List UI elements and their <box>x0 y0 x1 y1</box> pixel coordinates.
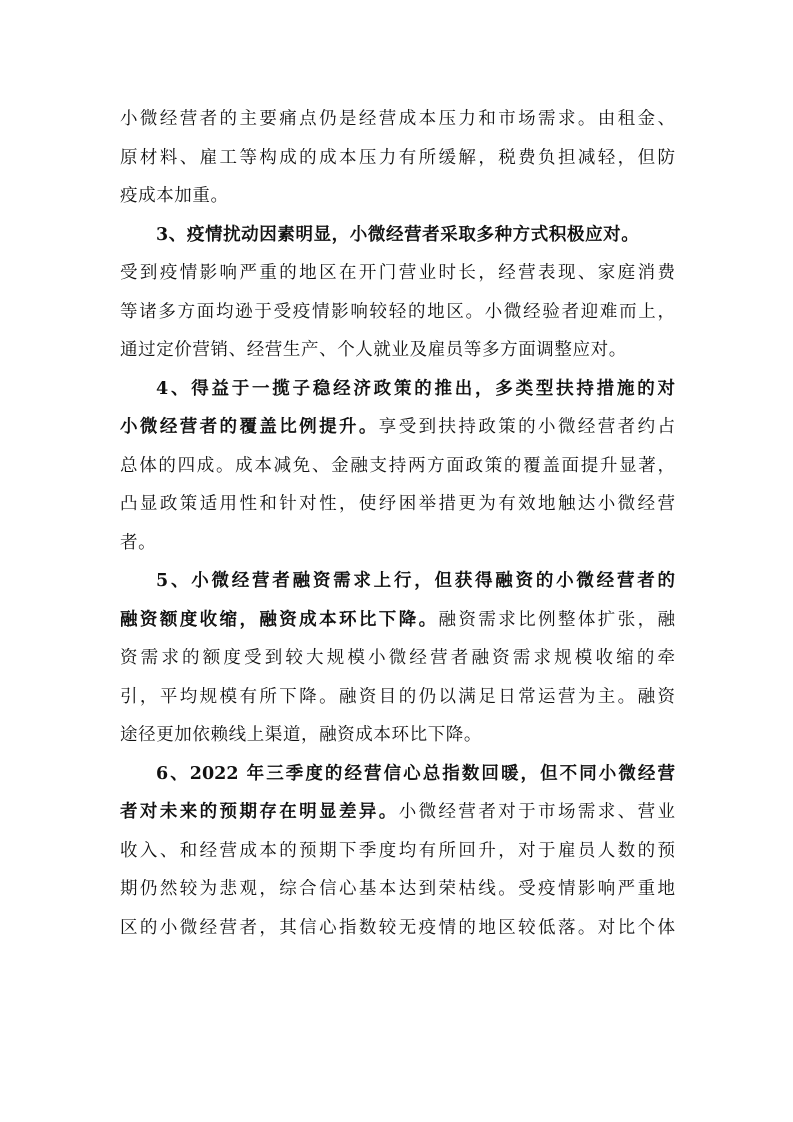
bold-heading: 6、2022 年三季度的经营信心总指数回暖，但不同小微经营 <box>156 763 675 784</box>
text-line: 者对未来的预期存在明显差异。小微经营者对于市场需求、营业 <box>120 802 675 822</box>
bold-heading: 3、疫情扰动因素明显，小微经营者采取多种方式积极应对。 <box>156 224 640 245</box>
text-line: 引，平均规模有所下降。融资目的仍以满足日常运营为主。融资 <box>120 686 675 707</box>
bold-heading: 5、小微经营者融资需求上行，但获得融资的小微经营者的 <box>156 571 675 591</box>
text-line: 凸显政策适用性和针对性，使纾困举措更为有效地触达小微经营 <box>120 494 675 514</box>
bold-heading: 融资额度收缩，融资成本环比下降。 <box>120 609 439 630</box>
heading-line <box>120 216 675 255</box>
text-line: 期仍然较为悲观，综合信心基本达到荣枯线。受疫情影响严重地 <box>120 879 675 899</box>
text-line: 总体的四成。成本减免、金融支持两方面政策的覆盖面提升显著， <box>120 455 675 476</box>
text-line: 融资额度收缩，融资成本环比下降。融资需求比例整体扩张，融 <box>120 609 675 630</box>
heading-line <box>120 755 675 794</box>
text-line: 小微经营者的主要痛点仍是经营成本压力和市场需求。由租金、 <box>120 109 675 129</box>
text-line: 收入、和经营成本的预期下季度均有所回升，对于雇员人数的预 <box>120 840 675 861</box>
text-line: 者。 <box>120 532 157 553</box>
text-line: 区的小微经营者，其信心指数较无疫情的地区较低落。对比个体 <box>120 917 675 938</box>
bold-heading: 者对未来的预期存在明显差异。 <box>120 802 399 822</box>
text-line: 通过定价营销、经营生产、个人就业及雇员等多方面调整应对。 <box>120 340 627 360</box>
text-line: 疫成本加重。 <box>120 186 229 206</box>
text-line: 等诸多方面均逊于受疫情影响较轻的地区。小微经验者迎难而上， <box>120 301 675 322</box>
body-text <box>120 100 675 947</box>
bold-heading: 小微经营者的覆盖比例提升。 <box>120 417 379 437</box>
heading-line <box>120 370 675 409</box>
text-line: 受到疫情影响严重的地区在开门营业时长，经营表现、家庭消费 <box>120 263 675 283</box>
text-line: 资需求的额度受到较大规模小微经营者融资需求规模收缩的牵 <box>120 648 675 668</box>
heading-line <box>120 562 675 601</box>
text-line: 小微经营者的覆盖比例提升。享受到扶持政策的小微经营者约占 <box>120 417 675 437</box>
bold-heading: 4、得益于一揽子稳经济政策的推出，多类型扶持措施的对 <box>156 378 675 399</box>
text-line: 原材料、雇工等构成的成本压力有所缓解，税费负担减轻，但防 <box>120 147 675 168</box>
text-line: 途径更加依赖线上渠道，融资成本环比下降。 <box>120 725 482 745</box>
